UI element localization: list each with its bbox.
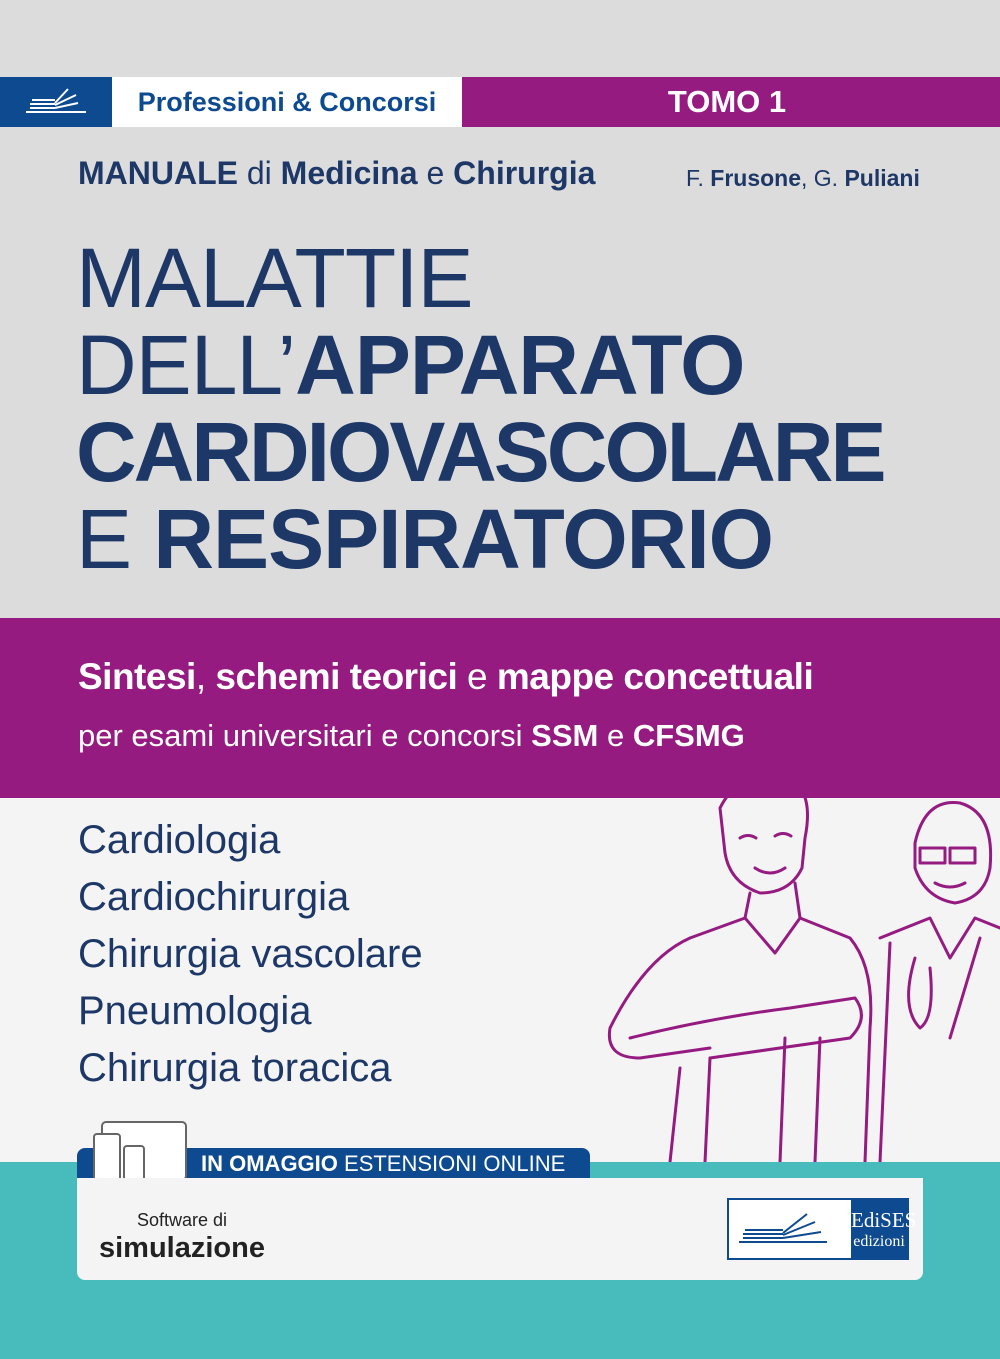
tag-mappe: mappe concettuali bbox=[496, 656, 814, 697]
doctors-illustration bbox=[590, 768, 1000, 1162]
title-line-4 bbox=[76, 492, 774, 586]
tag-ssm: SSM bbox=[531, 718, 599, 753]
subjects-panel bbox=[0, 798, 1000, 1162]
tagline-line-2 bbox=[78, 718, 745, 754]
volume-label bbox=[462, 77, 1000, 127]
publisher-name-block bbox=[851, 1200, 917, 1258]
author2-name: Puliani bbox=[844, 165, 920, 191]
tag-e: e bbox=[467, 656, 488, 697]
subject-item: Cardiochirurgia bbox=[78, 875, 350, 919]
subtitle-chirurgia: Chirurgia bbox=[453, 155, 596, 191]
subtitle-manuale: MANUALE bbox=[78, 155, 238, 191]
author1-initial: F. bbox=[686, 165, 704, 191]
extras-box bbox=[77, 1178, 923, 1280]
title-line-3: CARDIOVASCOLARE bbox=[76, 405, 884, 499]
tag-e2: e bbox=[606, 718, 625, 753]
volume-text: TOMO 1 bbox=[667, 84, 787, 119]
software-label: Software di bbox=[137, 1210, 228, 1230]
title-e: E bbox=[76, 492, 132, 586]
subject-item: Cardiologia bbox=[78, 818, 281, 862]
publisher-book-icon bbox=[735, 1210, 845, 1250]
tag-schemi: schemi teorici bbox=[215, 656, 458, 697]
tag-sintesi: Sintesi bbox=[78, 656, 196, 697]
subtitle-e: e bbox=[426, 155, 445, 191]
subtitle-medicina: Medicina bbox=[280, 155, 418, 191]
series-name: Professioni & Concorsi bbox=[112, 77, 462, 127]
subject-item: Pneumologia bbox=[78, 989, 312, 1033]
tagline-line-1 bbox=[78, 656, 813, 698]
tab-rest-text: ESTENSIONI ONLINE bbox=[344, 1151, 566, 1176]
title-dell: DELL’ bbox=[76, 318, 296, 412]
publisher-logo bbox=[727, 1198, 917, 1260]
subject-item: Chirurgia toracica bbox=[78, 1046, 392, 1090]
publisher-sub: edizioni bbox=[853, 1233, 905, 1250]
subtitle-di: di bbox=[246, 155, 272, 191]
series-logo-block bbox=[0, 77, 112, 127]
title-line-2 bbox=[76, 318, 745, 412]
manual-subtitle bbox=[78, 155, 595, 192]
open-book-icon bbox=[0, 77, 112, 127]
title-apparato: APPARATO bbox=[295, 318, 745, 412]
simulation-label: simulazione bbox=[99, 1232, 265, 1264]
author1-name: Frusone bbox=[710, 165, 802, 191]
tag-comma: , bbox=[195, 656, 206, 697]
title-respiratorio: RESPIRATORIO bbox=[153, 492, 774, 586]
authors bbox=[686, 165, 920, 192]
tab-bold-text: IN OMAGGIO bbox=[201, 1151, 338, 1176]
author-sep: , bbox=[801, 165, 808, 191]
tag-cfsmg: CFSMG bbox=[632, 718, 745, 753]
tag-per-esami: per esami universitari e concorsi bbox=[78, 718, 523, 753]
subject-item: Chirurgia vascolare bbox=[78, 932, 423, 976]
title-line-1: MALATTIE bbox=[76, 231, 473, 325]
publisher-name: EdiSES bbox=[851, 1208, 917, 1232]
author2-initial: G. bbox=[813, 165, 839, 191]
